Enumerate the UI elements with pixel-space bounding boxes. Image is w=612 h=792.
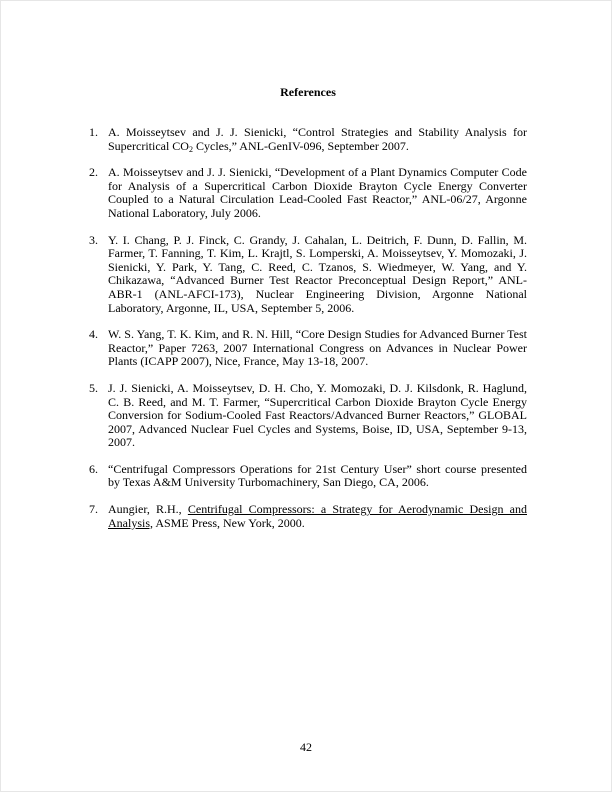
reference-item xyxy=(89,126,527,153)
reference-list xyxy=(89,126,527,530)
reference-number: 1. xyxy=(89,125,98,139)
reference-number: 3. xyxy=(89,232,98,247)
reference-text: A. Moisseytsev and J. J. Sienicki, “Development of a Plant Dynamics Computer Code for Analysis of a Supercritical Carbon Dioxide Brayton Cycle Energy Converter Coupled to a Natural Circulation Lead-Cooled Fast Reactor,” ANL-06/27, Argonne National Laboratory, July 2006. xyxy=(108,165,527,220)
reference-text: A. Moisseytsev and J. J. Sienicki, “Control Strategies and Stability Analysis for Supercritical $CO_2$ Cycles,” ANL-GenIV-096, September 2007. xyxy=(108,125,527,154)
page-title: References xyxy=(280,85,336,99)
reference-item xyxy=(89,503,527,530)
page-number: 42 xyxy=(300,740,312,754)
reference-number: 4. xyxy=(89,327,98,342)
reference-number: 6. xyxy=(89,461,98,476)
reference-item xyxy=(89,166,527,220)
reference-text: J. J. Sienicki, A. Moisseytsev, D. H. Cho, Y. Momozaki, D. J. Kilsdonk, R. Haglund, C. B. Reed, and M. T. Farmer, “Supercritical Carbon Dioxide Brayton Cycle Energy Conversion for Sodium-Cooled Fast Reactors/Advanced Burner Reactors,” GLOBAL 2007, Advanced Nuclear Fuel Cycles and Systems, Boise, ID, USA, September 9-13, 2007. xyxy=(108,380,527,450)
reference-number: 2. xyxy=(89,165,98,180)
reference-item xyxy=(89,234,527,316)
reference-text: W. S. Yang, T. K. Kim, and R. N. Hill, “Core Design Studies for Advanced Burner Test Reactor,” Paper 7263, 2007 International Congress on Advances in Nuclear Power Plants (ICAPP 2007), Nice, France, May 13-18, 2007. xyxy=(108,327,527,369)
reference-number: 5. xyxy=(89,380,98,395)
reference-item xyxy=(89,328,527,369)
reference-text: Y. I. Chang, P. J. Finck, C. Grandy, J. Cahalan, L. Deitrich, F. Dunn, D. Fallin, M. Farmer, T. Fanning, T. Kim, L. Krajtl, S. Lomperski, A. Moisseytsev, Y. Momozaki, J. Sienicki, Y. Park, Y. Tang, C. Reed, C. Tzanos, S. Wiedmeyer, W. Yang, and Y. Chikazawa, “Advanced Burner Test Reactor Preconceptual Design Report,” ANL-ABR-1 (ANL-AFCI-173), Nuclear Engineering Division, Argonne National Laboratory, Argonne, IL, USA, September 5, 2006. xyxy=(108,232,527,315)
reference-number: 7. xyxy=(89,502,98,517)
reference-text: Aungier, R.H., Centrifugal Compressors: a Strategy for Aerodynamic Design and Analysis, ASME Press, New York, 2000. xyxy=(108,502,527,530)
reference-text: “Centrifugal Compressors Operations for 21st Century User” short course presented by Texas A&M University Turbomachinery, San Diego, CA, 2006. xyxy=(108,461,527,490)
reference-item xyxy=(89,382,527,450)
reference-item xyxy=(89,463,527,490)
page-content xyxy=(89,85,527,543)
